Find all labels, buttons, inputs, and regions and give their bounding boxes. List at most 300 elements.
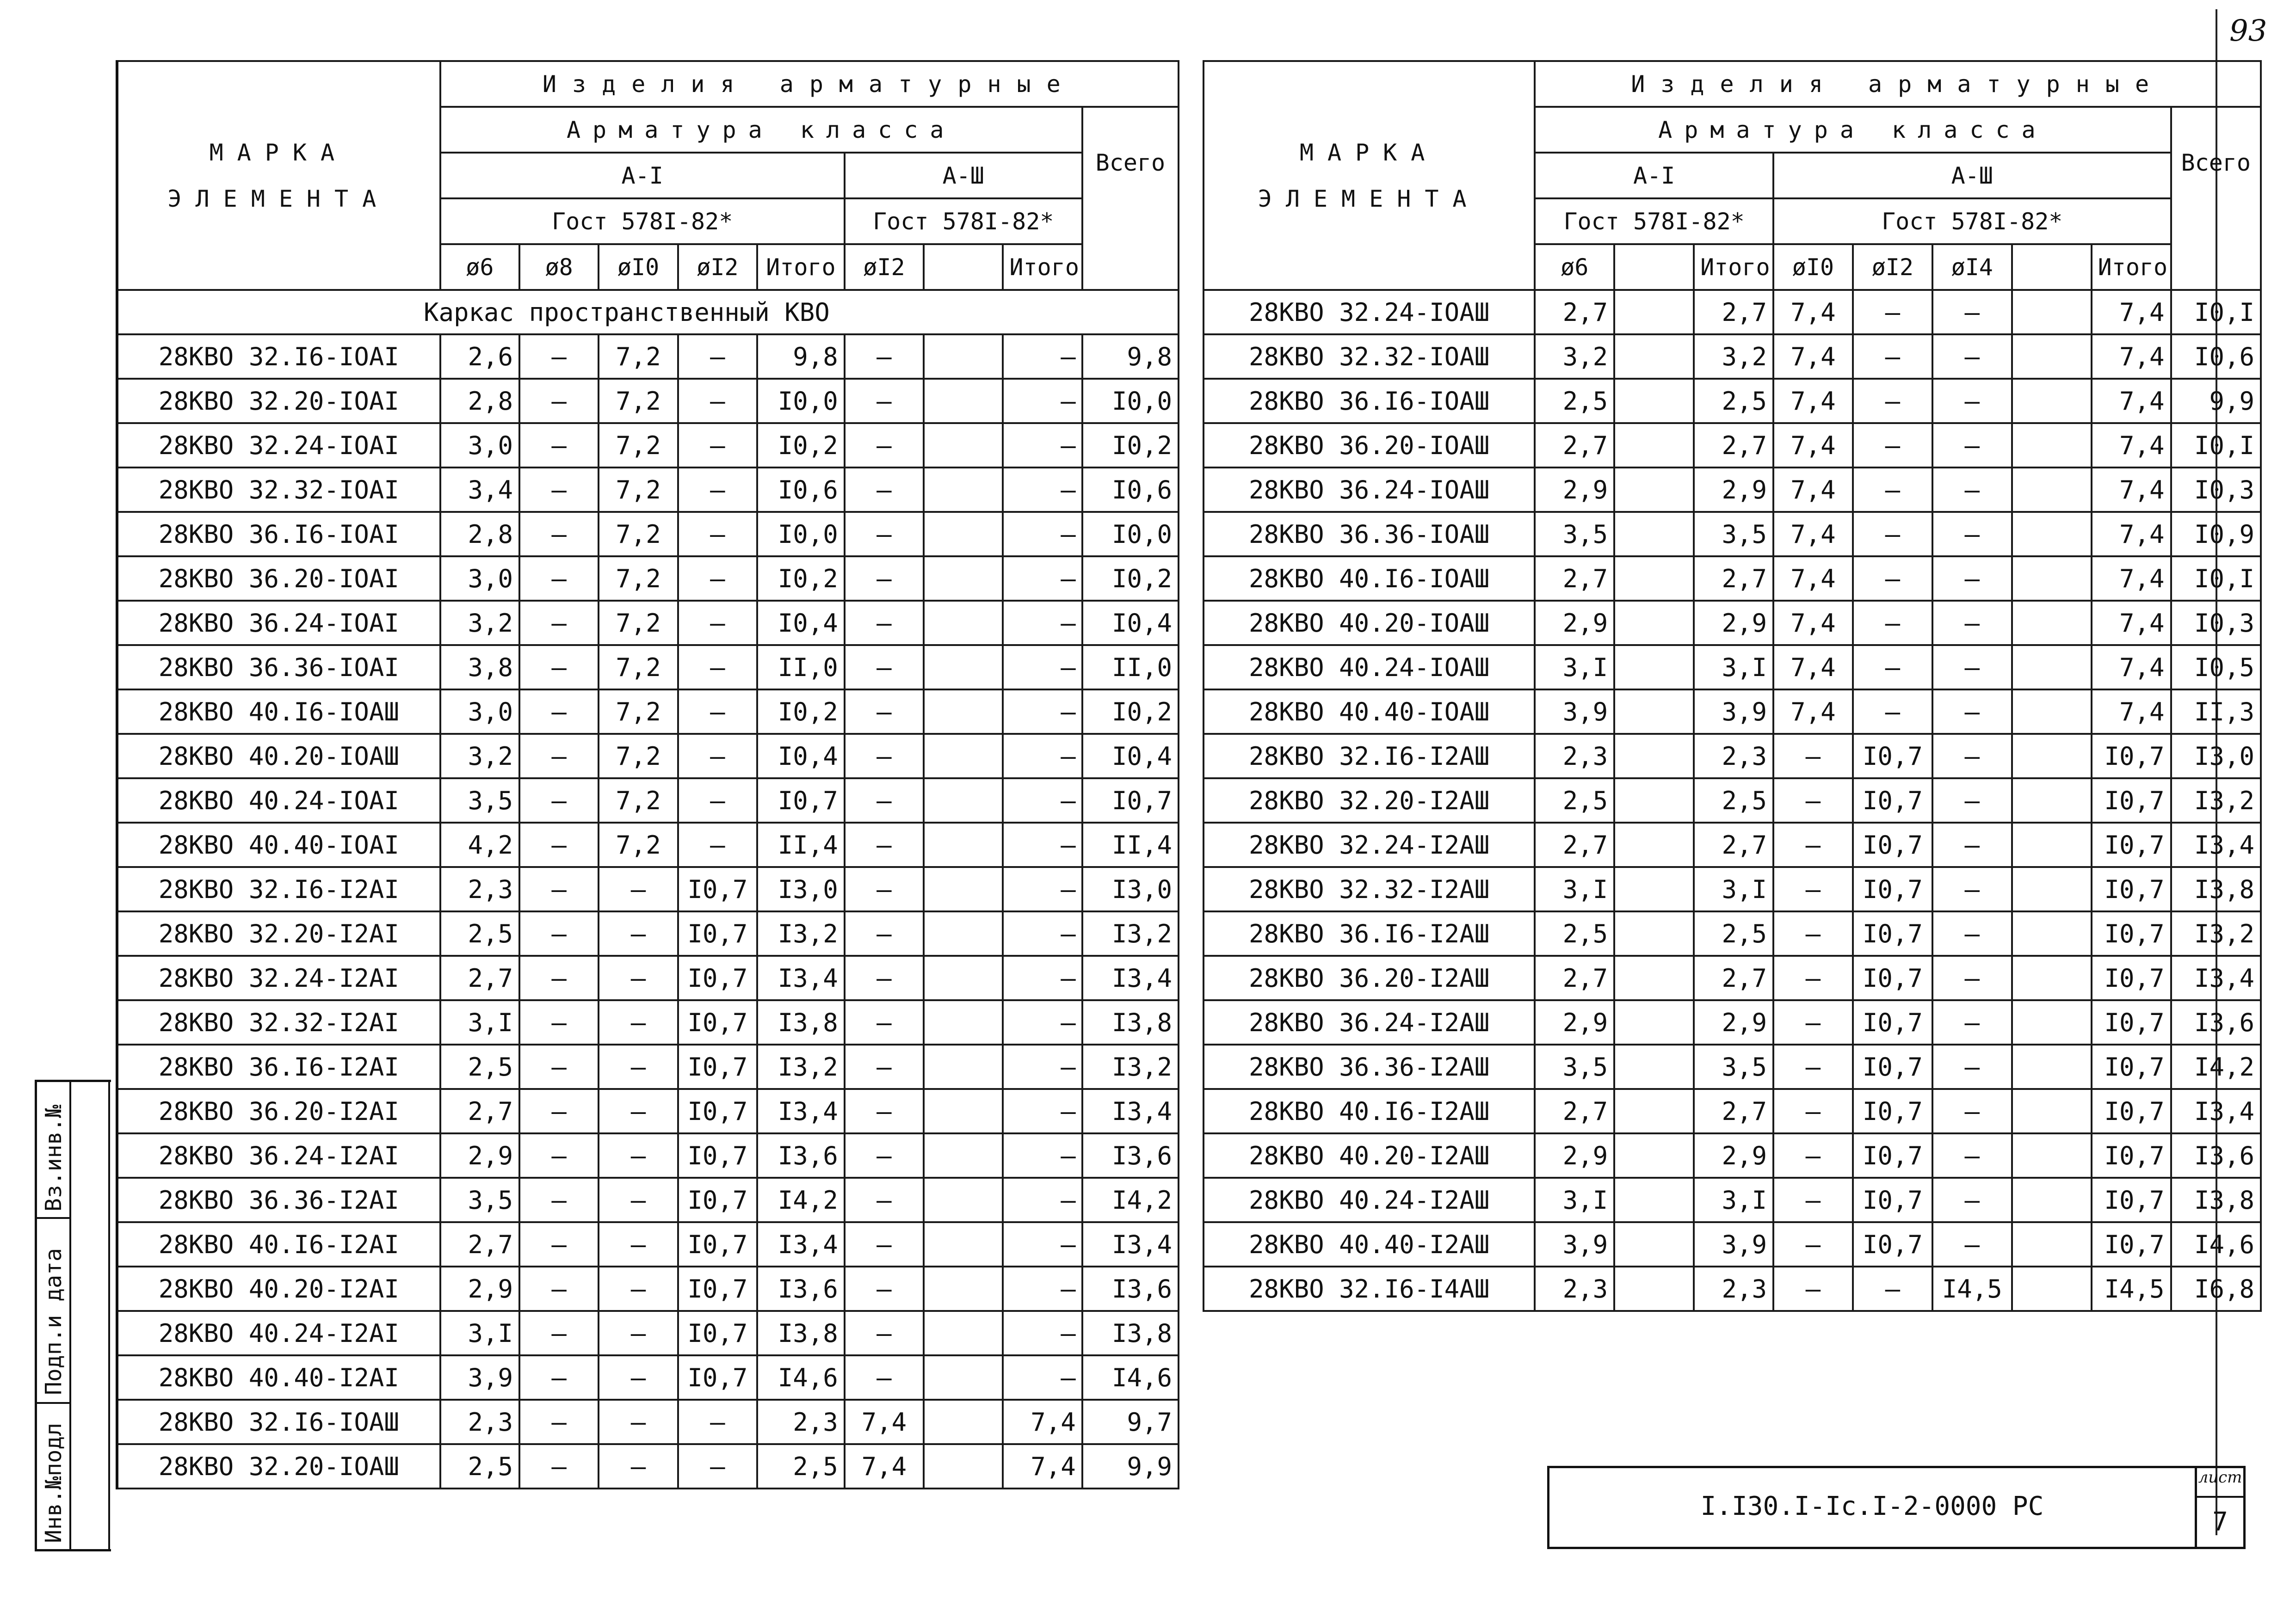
value-cell: I0,7 [757, 778, 845, 823]
value-cell: 9,9 [2171, 379, 2261, 423]
value-cell: – [845, 645, 924, 689]
value-cell: – [1003, 512, 1082, 556]
table-row [1204, 645, 2261, 689]
value-cell [2012, 689, 2092, 734]
value-cell: I0,7 [2092, 867, 2171, 911]
value-cell: – [599, 1444, 678, 1489]
value-cell [924, 734, 1003, 778]
element-mark-cell: 28КВО 40.I6-I2АШ [1204, 1089, 1535, 1133]
value-cell [2012, 867, 2092, 911]
value-cell: I3,0 [757, 867, 845, 911]
vzam-label: Вз.инв.№ [41, 1104, 67, 1212]
table-row [1204, 734, 2261, 778]
value-cell: I0,6 [1082, 468, 1179, 512]
table-row [117, 911, 1179, 956]
element-mark-cell: 28КВО 32.32-I2АI [117, 1000, 440, 1045]
element-mark-cell: 28КВО 40.24-I2АI [117, 1311, 440, 1355]
value-cell: 2,8 [440, 512, 519, 556]
element-mark-cell: 28КВО 36.24-I2АI [117, 1133, 440, 1178]
table-row [1204, 556, 2261, 601]
value-cell: 3,I [440, 1311, 519, 1355]
element-mark-cell: 28КВО 40.20-IОАШ [117, 734, 440, 778]
table-row [117, 1000, 1179, 1045]
element-mark-cell: 28КВО 36.36-IОАI [117, 645, 440, 689]
value-cell: I0,2 [757, 423, 845, 468]
value-cell [1614, 556, 1694, 601]
value-cell: 3,I [1694, 645, 1773, 689]
value-cell [1614, 823, 1694, 867]
value-cell: – [1932, 734, 2012, 778]
value-cell: 2,3 [757, 1400, 845, 1444]
value-cell: 3,2 [1694, 334, 1773, 379]
element-mark-cell: 28КВО 40.I6-I2АI [117, 1222, 440, 1267]
value-cell: – [1773, 1089, 1853, 1133]
col-header: ø6 [1535, 244, 1614, 290]
value-cell [924, 1400, 1003, 1444]
value-cell [1614, 290, 1694, 334]
value-cell: – [1932, 290, 2012, 334]
value-cell: I0,2 [757, 556, 845, 601]
col-header: Итого [1003, 244, 1082, 290]
value-cell: I0,7 [1853, 867, 1932, 911]
value-cell: – [1003, 1267, 1082, 1311]
value-cell: – [1003, 1089, 1082, 1133]
value-cell [924, 778, 1003, 823]
value-cell: – [1932, 645, 2012, 689]
value-cell: II,4 [757, 823, 845, 867]
value-cell: I0,7 [678, 1311, 757, 1355]
value-cell: – [1932, 1045, 2012, 1089]
value-cell: I0,7 [2092, 1178, 2171, 1222]
element-mark-cell: 28КВО 36.20-IОАШ [1204, 423, 1535, 468]
value-cell: – [1003, 556, 1082, 601]
value-cell: I3,6 [757, 1133, 845, 1178]
value-cell: 7,4 [845, 1400, 924, 1444]
table-row [1204, 1000, 2261, 1045]
value-cell: – [1932, 823, 2012, 867]
table-row [1204, 512, 2261, 556]
value-cell: 7,4 [2092, 689, 2171, 734]
value-cell: – [678, 823, 757, 867]
value-cell: 7,4 [1773, 334, 1853, 379]
value-cell: I4,6 [2171, 1222, 2261, 1267]
value-cell: 3,9 [1694, 1222, 1773, 1267]
value-cell [1614, 867, 1694, 911]
products-header: Изделия арматурные [1535, 61, 2261, 107]
element-mark-cell: 28КВО 36.24-I2АШ [1204, 1000, 1535, 1045]
table-row [117, 379, 1179, 423]
value-cell: I3,2 [757, 1045, 845, 1089]
value-cell [924, 601, 1003, 645]
element-mark-cell: 28КВО 40.40-IОАI [117, 823, 440, 867]
value-cell: 3,I [1694, 1178, 1773, 1222]
value-cell: – [1853, 334, 1932, 379]
class-a3-header: А-Ш [1773, 153, 2171, 198]
value-cell [2012, 1178, 2092, 1222]
value-cell: I4,2 [757, 1178, 845, 1222]
table-row [1204, 601, 2261, 645]
element-mark-cell: 28КВО 40.40-IОАШ [1204, 689, 1535, 734]
marka-header: МАРКА ЭЛЕМЕНТА [117, 61, 440, 290]
value-cell: – [1853, 1267, 1932, 1311]
value-cell: 2,3 [1694, 1267, 1773, 1311]
value-cell: – [1853, 290, 1932, 334]
value-cell: I4,2 [1082, 1178, 1179, 1222]
value-cell: – [845, 1089, 924, 1133]
value-cell: I3,6 [2171, 1000, 2261, 1045]
gost-header: Гост 578I-82* [1535, 198, 1773, 244]
value-cell: 7,4 [2092, 645, 2171, 689]
value-cell [924, 379, 1003, 423]
value-cell: – [1773, 823, 1853, 867]
value-cell: – [1003, 823, 1082, 867]
value-cell: I3,8 [1082, 1311, 1179, 1355]
value-cell: 7,4 [2092, 379, 2171, 423]
value-cell: I3,4 [2171, 1089, 2261, 1133]
value-cell: – [1003, 601, 1082, 645]
value-cell: 2,9 [1694, 601, 1773, 645]
value-cell: I3,6 [2171, 1133, 2261, 1178]
value-cell: – [845, 689, 924, 734]
value-cell: – [1932, 423, 2012, 468]
value-cell: I0,4 [1082, 601, 1179, 645]
element-mark-cell: 28КВО 32.32-IОАI [117, 468, 440, 512]
table-row [117, 1444, 1179, 1489]
element-mark-cell: 28КВО 32.I6-I2АШ [1204, 734, 1535, 778]
left-table [116, 60, 1179, 1489]
table-row [1204, 956, 2261, 1000]
value-cell: 3,0 [440, 556, 519, 601]
value-cell [924, 1178, 1003, 1222]
value-cell: 3,I [1535, 1178, 1614, 1222]
value-cell: 2,3 [1535, 734, 1614, 778]
value-cell: 7,4 [1773, 512, 1853, 556]
col-header: Итого [1694, 244, 1773, 290]
value-cell: 7,4 [2092, 556, 2171, 601]
value-cell [1614, 334, 1694, 379]
value-cell: – [599, 956, 678, 1000]
value-cell: – [1853, 468, 1932, 512]
value-cell: – [1003, 1178, 1082, 1222]
value-cell: 3,9 [1694, 689, 1773, 734]
col-header [924, 244, 1003, 290]
value-cell: 2,9 [440, 1133, 519, 1178]
value-cell: – [1773, 1267, 1853, 1311]
value-cell [2012, 823, 2092, 867]
value-cell: I0,7 [2092, 1222, 2171, 1267]
value-cell: I3,6 [1082, 1267, 1179, 1311]
value-cell: 3,0 [440, 689, 519, 734]
value-cell: 7,4 [1773, 556, 1853, 601]
value-cell: – [1853, 556, 1932, 601]
value-cell [2012, 1267, 2092, 1311]
value-cell [924, 956, 1003, 1000]
value-cell [1614, 379, 1694, 423]
element-mark-cell: 28КВО 32.I6-I4АШ [1204, 1267, 1535, 1311]
table-row [117, 1400, 1179, 1444]
value-cell: 7,4 [2092, 290, 2171, 334]
value-cell: I3,4 [2171, 956, 2261, 1000]
element-mark-cell: 28КВО 32.24-I2АШ [1204, 823, 1535, 867]
value-cell: I0,I [2171, 423, 2261, 468]
value-cell: II,0 [1082, 645, 1179, 689]
col-header: Итого [2092, 244, 2171, 290]
gost-header: Гост 578I-82* [440, 198, 845, 244]
value-cell: – [1932, 556, 2012, 601]
table-row [1204, 1089, 2261, 1133]
value-cell: – [1932, 1089, 2012, 1133]
value-cell: I0,3 [2171, 601, 2261, 645]
value-cell: I0,7 [1853, 778, 1932, 823]
value-cell: 7,2 [599, 512, 678, 556]
value-cell: – [519, 1000, 599, 1045]
value-cell: 7,4 [2092, 512, 2171, 556]
document-code: I.I30.I-Ic.I-2-0000 PC [1700, 1491, 2044, 1521]
table-row [1204, 1133, 2261, 1178]
value-cell: II,3 [2171, 689, 2261, 734]
value-cell [924, 1089, 1003, 1133]
element-mark-cell: 28КВО 36.I6-IОАI [117, 512, 440, 556]
value-cell: I0,7 [2092, 956, 2171, 1000]
value-cell [924, 334, 1003, 379]
value-cell [924, 423, 1003, 468]
value-cell: – [1773, 867, 1853, 911]
value-cell: I0,7 [1082, 778, 1179, 823]
value-cell: – [519, 1045, 599, 1089]
value-cell: I0,7 [678, 1178, 757, 1222]
value-cell: I3,2 [1082, 1045, 1179, 1089]
value-cell: 7,2 [599, 778, 678, 823]
value-cell: I0,0 [1082, 512, 1179, 556]
value-cell: 3,2 [1535, 334, 1614, 379]
value-cell: – [599, 1133, 678, 1178]
armatura-header: Арматура класса [1535, 107, 2171, 153]
table-row [117, 1267, 1179, 1311]
class-a1-header: А-I [1535, 153, 1773, 198]
value-cell: 9,8 [757, 334, 845, 379]
col-header: øI2 [678, 244, 757, 290]
value-cell: – [845, 823, 924, 867]
value-cell: – [845, 1045, 924, 1089]
value-cell: I0,2 [1082, 423, 1179, 468]
value-cell: – [678, 1400, 757, 1444]
table-row [1204, 379, 2261, 423]
value-cell: 2,5 [1535, 778, 1614, 823]
value-cell [1614, 512, 1694, 556]
value-cell: 7,4 [1773, 423, 1853, 468]
value-cell: – [1003, 778, 1082, 823]
value-cell: – [519, 911, 599, 956]
value-cell: I0,4 [1082, 734, 1179, 778]
value-cell: – [1932, 1133, 2012, 1178]
value-cell: I4,6 [1082, 1355, 1179, 1400]
value-cell: I0,5 [2171, 645, 2261, 689]
value-cell: I4,5 [1932, 1267, 2012, 1311]
value-cell: 2,7 [1535, 290, 1614, 334]
table-row [117, 601, 1179, 645]
value-cell: 2,7 [1694, 290, 1773, 334]
element-mark-cell: 28КВО 36.36-I2АI [117, 1178, 440, 1222]
value-cell: I0,7 [678, 867, 757, 911]
element-mark-cell: 28КВО 32.20-I2АШ [1204, 778, 1535, 823]
element-mark-cell: 28КВО 40.20-I2АШ [1204, 1133, 1535, 1178]
value-cell: – [845, 1311, 924, 1355]
value-cell: 7,2 [599, 334, 678, 379]
value-cell: 2,9 [440, 1267, 519, 1311]
value-cell: – [1773, 778, 1853, 823]
element-mark-cell: 28КВО 32.24-IОАI [117, 423, 440, 468]
value-cell: – [599, 1089, 678, 1133]
element-mark-cell: 28КВО 40.40-I2АI [117, 1355, 440, 1400]
col-header: Итого [757, 244, 845, 290]
sheet-number: 7 [2212, 1507, 2228, 1537]
value-cell: 2,7 [1535, 823, 1614, 867]
value-cell: I0,7 [1853, 1045, 1932, 1089]
value-cell: – [1003, 1000, 1082, 1045]
value-cell [924, 1444, 1003, 1489]
element-mark-cell: 28КВО 36.I6-IОАШ [1204, 379, 1535, 423]
value-cell: I0,I [2171, 556, 2261, 601]
value-cell [1614, 734, 1694, 778]
element-mark-cell: 28КВО 40.40-I2АШ [1204, 1222, 1535, 1267]
value-cell: – [1773, 1000, 1853, 1045]
value-cell: 7,2 [599, 379, 678, 423]
value-cell: I3,2 [1082, 911, 1179, 956]
table-row [117, 1178, 1179, 1222]
value-cell: – [1853, 645, 1932, 689]
value-cell: – [599, 1400, 678, 1444]
value-cell: I3,4 [757, 1089, 845, 1133]
value-cell: – [1773, 1178, 1853, 1222]
value-cell: – [678, 1444, 757, 1489]
value-cell: I0,7 [678, 956, 757, 1000]
value-cell: – [845, 778, 924, 823]
value-cell: – [678, 556, 757, 601]
value-cell: I0,7 [678, 1355, 757, 1400]
value-cell: 2,7 [1694, 956, 1773, 1000]
value-cell: I0,2 [1082, 556, 1179, 601]
value-cell [1614, 1267, 1694, 1311]
table-row [117, 556, 1179, 601]
value-cell [924, 689, 1003, 734]
element-mark-cell: 28КВО 40.24-I2АШ [1204, 1178, 1535, 1222]
value-cell: I0,7 [678, 1267, 757, 1311]
value-cell: 3,5 [1694, 1045, 1773, 1089]
value-cell: 2,9 [1535, 1000, 1614, 1045]
value-cell: I0,7 [2092, 823, 2171, 867]
value-cell: 7,4 [1773, 468, 1853, 512]
value-cell: 2,7 [1694, 1089, 1773, 1133]
vsego-header: Всего [2171, 107, 2261, 290]
value-cell: – [1003, 468, 1082, 512]
element-mark-cell: 28КВО 40.24-IОАШ [1204, 645, 1535, 689]
value-cell: – [845, 334, 924, 379]
value-cell [1614, 1222, 1694, 1267]
value-cell: I3,8 [2171, 867, 2261, 911]
value-cell: – [519, 1267, 599, 1311]
value-cell: 2,9 [1694, 1000, 1773, 1045]
value-cell: I0,6 [2171, 334, 2261, 379]
value-cell [2012, 778, 2092, 823]
value-cell: – [599, 1222, 678, 1267]
element-mark-cell: 28КВО 40.20-IОАШ [1204, 601, 1535, 645]
value-cell: 2,3 [1535, 1267, 1614, 1311]
value-cell: I0,7 [1853, 1133, 1932, 1178]
value-cell: – [845, 468, 924, 512]
value-cell [1614, 601, 1694, 645]
sidebar-cell [37, 1217, 69, 1404]
element-mark-cell: 28КВО 36.I6-I2АШ [1204, 911, 1535, 956]
col-header: øI0 [599, 244, 678, 290]
value-cell: I0,7 [1853, 1089, 1932, 1133]
value-cell: 9,9 [1082, 1444, 1179, 1489]
value-cell: – [1773, 956, 1853, 1000]
table-row [117, 1355, 1179, 1400]
value-cell: I0,7 [1853, 1000, 1932, 1045]
value-cell: I0,4 [757, 601, 845, 645]
value-cell [1614, 1089, 1694, 1133]
value-cell: – [845, 379, 924, 423]
element-mark-cell: 28КВО 32.32-IОАШ [1204, 334, 1535, 379]
value-cell: I0,4 [757, 734, 845, 778]
value-cell: – [845, 556, 924, 601]
value-cell [2012, 290, 2092, 334]
value-cell: I0,7 [1853, 1178, 1932, 1222]
table-row [117, 1089, 1179, 1133]
col-header: ø6 [440, 244, 519, 290]
value-cell: – [845, 512, 924, 556]
value-cell: – [1003, 1311, 1082, 1355]
value-cell: I0,0 [757, 512, 845, 556]
value-cell [924, 645, 1003, 689]
value-cell: I0,7 [1853, 956, 1932, 1000]
value-cell [2012, 956, 2092, 1000]
title-block-stamp [1547, 1466, 2246, 1549]
value-cell: – [1932, 334, 2012, 379]
table-row [117, 468, 1179, 512]
value-cell: 2,7 [440, 1089, 519, 1133]
inv-label: Инв.№подл [41, 1422, 67, 1543]
value-cell [1614, 468, 1694, 512]
value-cell: – [845, 1000, 924, 1045]
value-cell: – [845, 1222, 924, 1267]
value-cell: 3,9 [440, 1355, 519, 1400]
value-cell: – [1003, 334, 1082, 379]
value-cell: – [519, 689, 599, 734]
value-cell [924, 1045, 1003, 1089]
element-mark-cell: 28КВО 36.36-IОАШ [1204, 512, 1535, 556]
value-cell: 4,2 [440, 823, 519, 867]
value-cell: 2,5 [440, 911, 519, 956]
value-cell: – [519, 379, 599, 423]
value-cell: – [1853, 379, 1932, 423]
value-cell: 3,8 [440, 645, 519, 689]
value-cell: 7,2 [599, 645, 678, 689]
value-cell: – [1853, 512, 1932, 556]
value-cell: 2,5 [440, 1444, 519, 1489]
value-cell: 7,4 [2092, 334, 2171, 379]
value-cell: 7,4 [1773, 290, 1853, 334]
value-cell: I0,7 [1853, 1222, 1932, 1267]
value-cell: II,4 [1082, 823, 1179, 867]
element-mark-cell: 28КВО 36.24-IОАШ [1204, 468, 1535, 512]
value-cell [2012, 734, 2092, 778]
table-row [117, 778, 1179, 823]
table-row [1204, 1178, 2261, 1222]
value-cell: – [1003, 1355, 1082, 1400]
value-cell: I3,0 [1082, 867, 1179, 911]
value-cell: 2,7 [440, 956, 519, 1000]
